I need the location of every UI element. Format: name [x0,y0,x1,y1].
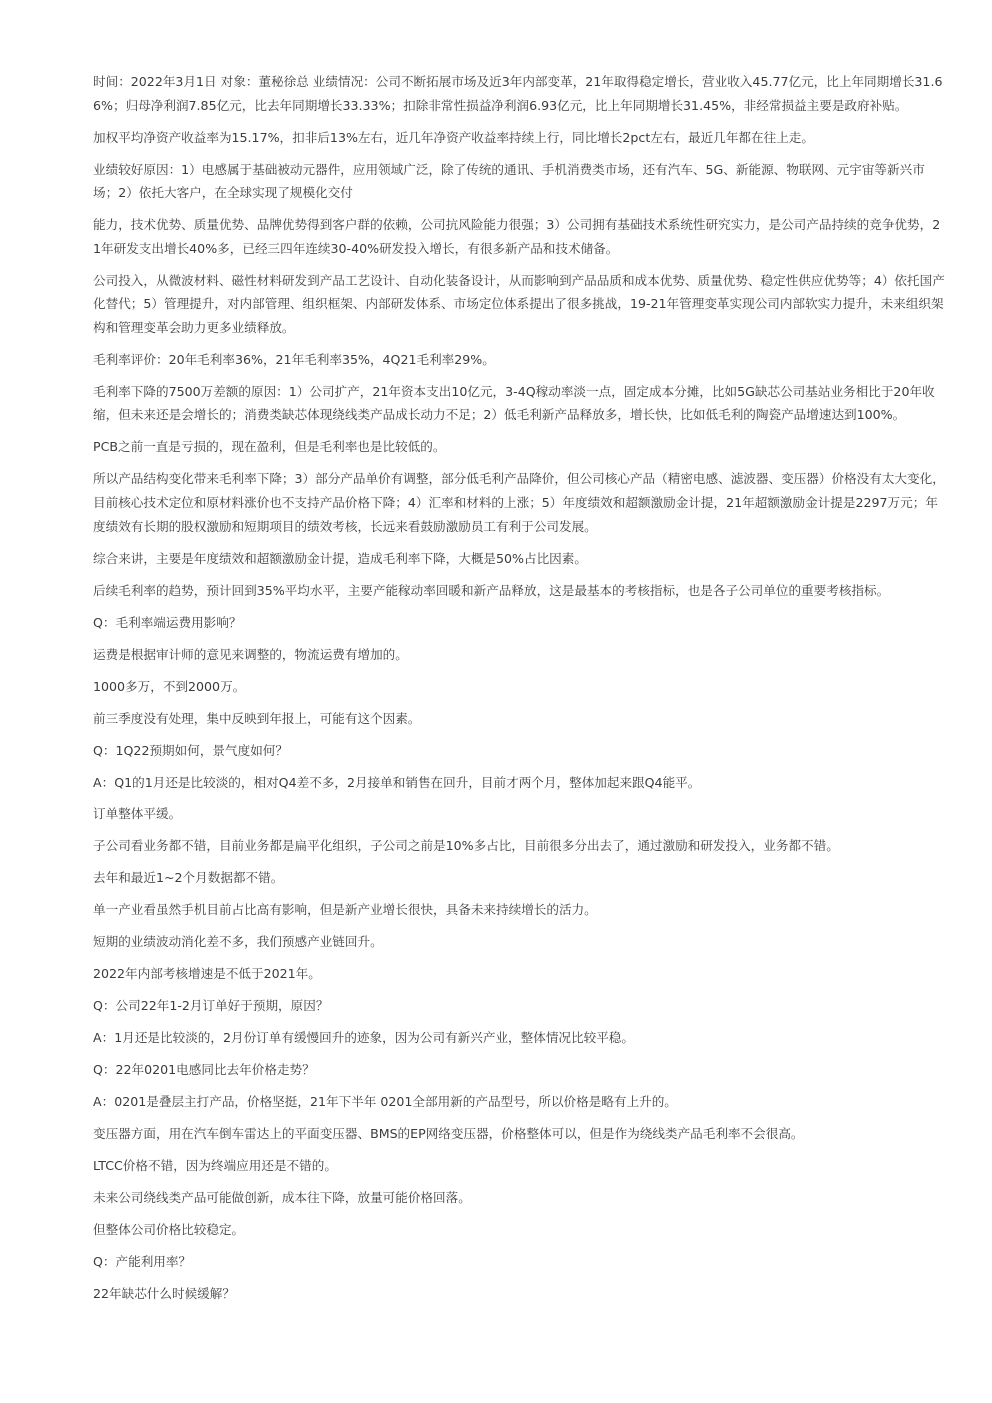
answer-new-industries: 单一产业看虽然手机目前占比高有影响，但是新产业增长很快，具备未来持续增长的活力。 [93,902,597,918]
answer-freight-timing: 前三季度没有处理，集中反映到年报上，可能有这个因素。 [93,710,421,726]
question-chip-shortage: 22年缺芯什么时候缓解？ [93,1286,235,1302]
question-1q22: Q：1Q22预期如何，景气度如何？ [93,742,288,758]
answer-price-stable: 但整体公司价格比较稳定。 [93,1222,245,1238]
paragraph-meeting-info: 时间：2022年3月1日 对象：董秘徐总 业绩情况：公司不断拓展市场及近3年内部变革，21年取得稳定增长，营业收入45.77亿元，比上年同期增长31.66%；归母净利润7.85亿元，比去年同期增长33.33%；扣除非常性损益净利润6.93亿元，比上年同期增长31.45%，非经常损益主要是政府补贴。 [93,74,943,113]
paragraph-margin-trend: 后续毛利率的趋势，预计回到35%平均水平，主要产能稼动率回暖和新产品释放，这是最基本的考核指标，也是各子公司单位的重要考核指标。 [93,582,890,598]
paragraph-investment: 公司投入，从微波材料、磁性材料研发到产品工艺设计、自动化装备设计，从而影响到产品品质和成本优势、质量优势、稳定性供应优势等；4）依托国产化替代；5）管理提升，对内部管理、组织框架、内部研发体系、市场定位体系提出了很多挑战，19-21年管理变革实现公司内部软实力提升，未来组织架构和管理变革会助力更多业绩释放。 [93,272,945,335]
paragraph-summary: 综合来讲，主要是年度绩效和超额激励金计提，造成毛利率下降，大概是50%占比因素。 [93,550,587,566]
paragraph-product-structure: 所以产品结构变化带来毛利率下降；3）部分产品单价有调整，部分低毛利产品降价，但公司核心产品（精密电感、滤波器、变压器）价格没有太大变化，目前核心技术定位和原材料涨价也不支持产品价格下降；4）汇率和材料的上涨；5）年度绩效和超额激励金计提，21年超额激励金计提是2297万元；年度绩效有长期的股权激励和短期项目的绩效考核，长远来看鼓励激励员工有利于公司发展。 [93,471,945,534]
answer-2022-target: 2022年内部考核增速是不低于2021年。 [93,966,321,982]
paragraph-margin-decline: 毛利率下降的7500万差额的原因：1）公司扩产，21年资本支出10亿元，3-4Q稼动率淡一点，固定成本分摊，比如5G缺芯公司基站业务相比于20年收缩，但未来还是会增长的；消费类缺芯体现绕线类产品成长动力不足；2）低毛利新产品释放多，增长快，比如低毛利的陶瓷产品增速达到100%。 [93,383,935,423]
paragraph-gross-margin: 毛利率评价：20年毛利率36%，21年毛利率35%，4Q21毛利率29%。 [93,351,495,367]
paragraph-pcb: PCB之前一直是亏损的，现在盈利，但是毛利率也是比较低的。 [93,439,446,455]
answer-ltcc: LTCC价格不错，因为终端应用还是不错的。 [93,1158,337,1174]
answer-freight: 运费是根据审计师的意见来调整的，物流运费有增加的。 [93,646,408,662]
document-body [93,70,945,1314]
answer-1q22: A：Q1的1月还是比较淡的，相对Q4差不多，2月接单和销售在回升，目前才两个月，整体加起来跟Q4能平。 [93,774,701,790]
answer-short-term: 短期的业绩波动消化差不多，我们预感产业链回升。 [93,934,383,950]
answer-transformer: 变压器方面，用在汽车倒车雷达上的平面变压器、BMS的EP网络变压器，价格整体可以，但是作为绕线类产品毛利率不会很高。 [93,1126,804,1142]
question-freight: Q：毛利率端运费用影响？ [93,614,242,630]
question-0201-price: Q：22年0201电感同比去年价格走势？ [93,1062,315,1078]
paragraph-roe: 加权平均净资产收益率为15.17%，扣非后13%左右，近几年净资产收益率持续上行，同比增长2pct左右，最近几年都在往上走。 [93,129,814,145]
answer-wirewound-future: 未来公司绕线类产品可能做创新，成本往下降，放量可能价格回落。 [93,1190,471,1206]
answer-orders-jan-feb: A：1月还是比较淡的，2月份订单有缓慢回升的迹象，因为公司有新兴产业，整体情况比较平稳。 [93,1030,634,1046]
answer-recent-data: 去年和最近1~2个月数据都不错。 [93,870,284,886]
question-capacity-utilization: Q：产能利用率？ [93,1254,192,1270]
question-orders-jan-feb: Q：公司22年1-2月订单好于预期，原因？ [93,998,329,1014]
answer-subsidiaries: 子公司看业务都不错，目前业务都是扁平化组织，子公司之前是10%多占比，目前很多分出去了，通过激励和研发投入，业务都不错。 [93,838,839,854]
answer-freight-amount: 1000多万，不到2000万。 [93,678,246,694]
answer-orders-flat: 订单整体平缓。 [93,806,182,822]
paragraph-growth-reasons: 业绩较好原因：1）电感属于基础被动元器件，应用领域广泛，除了传统的通讯、手机消费类市场，还有汽车、5G、新能源、物联网、元宇宙等新兴市场；2）依托大客户，在全球实现了规模化交付 [93,161,925,201]
paragraph-capabilities: 能力，技术优势、质量优势、品牌优势得到客户群的依赖，公司抗风险能力很强；3）公司拥有基础技术系统性研究实力，是公司产品持续的竞争优势，21年研发支出增长40%多，已经三四年连续30-40%研发投入增长，有很多新产品和技术储备。 [93,217,941,256]
answer-0201-price: A：0201是叠层主打产品，价格坚挺，21年下半年 0201全部用新的产品型号，所以价格是略有上升的。 [93,1094,677,1110]
